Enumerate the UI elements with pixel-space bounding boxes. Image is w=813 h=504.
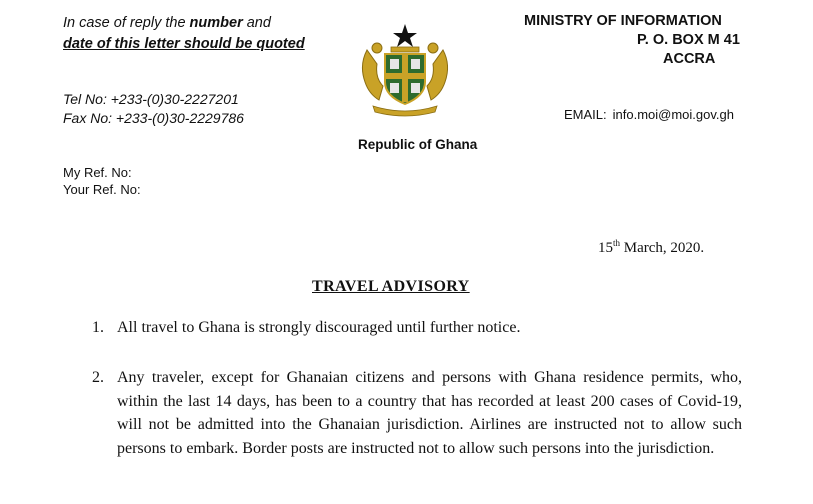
my-ref-label: My Ref. No: [63,165,132,180]
fax-number: Fax No: +233-(0)30-2229786 [63,110,244,126]
letter-date [598,238,704,257]
reply-note-underlined: date of this letter should be [63,36,257,52]
ministry-city: ACCRA [663,51,716,67]
republic-title: Republic of Ghana [358,137,478,152]
date-rest: March, 2020. [620,240,705,256]
reply-note-bold: quoted [256,36,305,52]
reply-note-line-2 [63,34,305,55]
document-title: TRAVEL ADVISORY [312,278,470,295]
reply-note-bold: number [189,15,243,31]
ghana-coat-of-arms-icon [355,20,455,120]
reply-note-line-1 [63,13,305,34]
reference-numbers [63,164,141,198]
email-address: info.moi@moi.gov.gh [612,107,734,122]
reply-note [63,13,305,55]
telephone-number: Tel No: +233-(0)30-2227201 [63,91,239,107]
ministry-address [521,12,751,69]
item-number: 1. [92,319,104,336]
email-line [564,107,734,122]
date-suffix: th [613,238,621,248]
reply-note-text: In case of reply the [63,15,190,31]
email-label: EMAIL: [564,107,607,122]
item-text: Any traveler, except for Ghanaian citizens and persons with Ghana residence permits, who, within the last 14 days, has been to a country that has recorded at least 200 cases of Covid-19, will not be admitted into the Ghanaian jurisdiction. Airlines are instructed not to allow such persons to embark. Border posts are instructed not to allow such persons into the jurisdiction. [117,369,742,457]
reply-note-text: and [242,15,271,31]
date-day: 15 [598,240,613,256]
contact-numbers [63,90,244,128]
item-text: All travel to Ghana is strongly discouraged until further notice. [117,319,521,336]
ministry-name: MINISTRY OF INFORMATION [524,13,722,29]
item-number: 2. [92,369,104,386]
your-ref-label: Your Ref. No: [63,182,141,197]
ministry-po-box: P. O. BOX M 41 [637,32,740,48]
